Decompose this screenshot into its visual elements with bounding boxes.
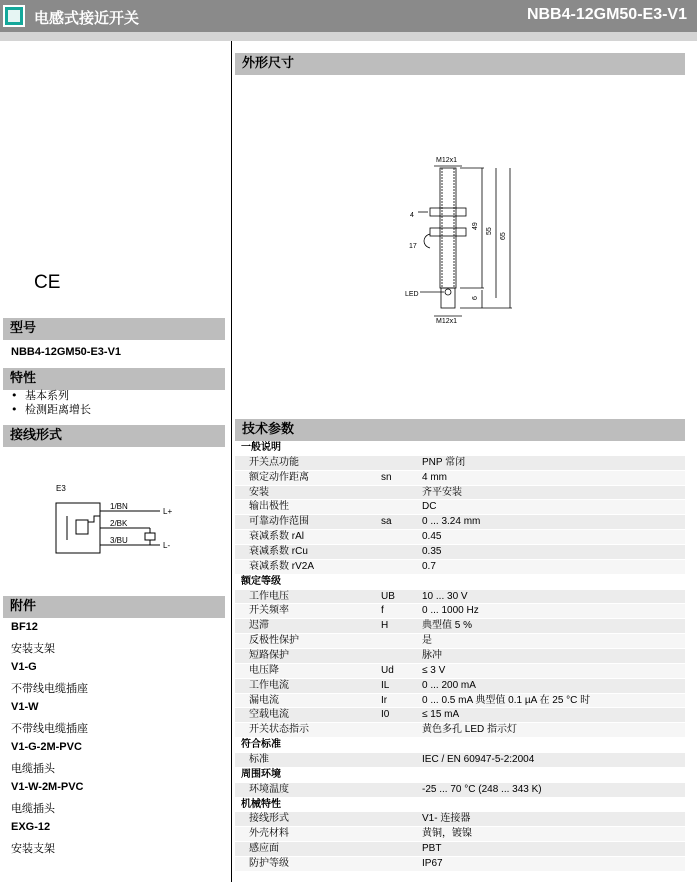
spec-row — [235, 486, 685, 501]
accessories-heading: 附件 — [3, 596, 225, 618]
feature-item: • 检测距离增长 — [11, 403, 91, 417]
spec-value: 脉冲 — [422, 650, 442, 662]
spec-table — [235, 441, 685, 872]
spec-value: 4 mm — [422, 471, 447, 483]
spec-label: 接线形式 — [249, 813, 289, 825]
spec-label: 额定动作距离 — [249, 471, 309, 483]
spec-category: 符合标准 — [235, 738, 685, 753]
spec-row — [235, 634, 685, 649]
wire-bu: 3/BU — [110, 536, 128, 545]
spec-label: 反极性保护 — [249, 635, 299, 647]
spec-row — [235, 679, 685, 694]
spec-label: 外壳材料 — [249, 828, 289, 840]
spec-row — [235, 456, 685, 471]
spec-value: -25 ... 70 °C (248 ... 343 K) — [422, 783, 542, 795]
wiring-diagram — [50, 480, 200, 570]
spec-row — [235, 857, 685, 872]
spec-label: 开关频率 — [249, 605, 289, 617]
spec-row — [235, 708, 685, 723]
dimension-drawing — [400, 150, 530, 330]
dim-65: 65 — [500, 232, 507, 240]
spec-label: 感应面 — [249, 843, 279, 855]
dim-49: 49 — [472, 222, 479, 230]
accessory-code: V1-W — [11, 701, 39, 713]
spec-row — [235, 664, 685, 679]
wiring-heading: 接线形式 — [3, 425, 225, 447]
spec-value: 黄铜，镀镍 — [422, 828, 472, 840]
spec-value: 10 ... 30 V — [422, 590, 468, 602]
spec-symbol: UB — [381, 590, 395, 602]
spec-value: 0 ... 1000 Hz — [422, 605, 479, 617]
spec-symbol: f — [381, 605, 384, 617]
spec-category: 额定等级 — [235, 575, 685, 590]
spec-category: 一般说明 — [235, 441, 685, 456]
terminal-l-plus: L+ — [163, 507, 173, 516]
spec-label: 工作电流 — [249, 679, 289, 691]
spec-label: 衰减系数 rCu — [249, 546, 308, 558]
spec-symbol: Ud — [381, 664, 394, 676]
spec-value: 0 ... 200 mA — [422, 679, 476, 691]
spec-value: PNP 常闭 — [422, 456, 466, 468]
dim-6: 6 — [472, 296, 479, 300]
spec-row — [235, 619, 685, 634]
ce-mark: CE — [34, 272, 61, 293]
spec-label: 可靠动作范围 — [249, 516, 309, 528]
spec-value: ≤ 15 mA — [422, 709, 460, 721]
spec-heading: 技术参数 — [235, 419, 685, 441]
thread-top-label: M12x1 — [436, 157, 458, 164]
spec-value: 0.45 — [422, 531, 442, 543]
accessory-code: V1-G — [11, 661, 37, 673]
spec-category: 周围环境 — [235, 768, 685, 783]
spec-label: 环境温度 — [249, 783, 289, 795]
spec-label: 开关点功能 — [249, 456, 299, 468]
model-heading: 型号 — [3, 318, 225, 340]
terminal-l-minus: L- — [163, 541, 171, 550]
spec-label: 电压降 — [249, 664, 279, 676]
spec-row — [235, 812, 685, 827]
spec-row — [235, 694, 685, 709]
feature-item: • 基本系列 — [11, 389, 91, 403]
accessory-desc: 不带线电缆插座 — [11, 722, 88, 735]
spec-label: 衰减系数 rV2A — [249, 560, 315, 572]
spec-symbol: H — [381, 620, 389, 632]
spec-row — [235, 604, 685, 619]
wire-bn: 1/BN — [110, 502, 128, 511]
spec-row — [235, 560, 685, 575]
accessories-list — [11, 620, 221, 860]
spec-row — [235, 783, 685, 798]
spec-row — [235, 753, 685, 768]
accessory-desc: 安装支架 — [11, 842, 55, 855]
spec-row — [235, 500, 685, 515]
features-heading: 特性 — [3, 368, 225, 390]
spec-row — [235, 590, 685, 605]
accessory-desc: 电缆插头 — [11, 802, 55, 815]
spec-label: 防护等级 — [249, 858, 289, 870]
spec-label: 工作电压 — [249, 590, 289, 602]
spec-row — [235, 515, 685, 530]
spec-value: 典型值 5 % — [422, 620, 473, 632]
spec-label: 漏电流 — [249, 694, 279, 706]
spec-symbol: Ir — [381, 694, 388, 706]
spec-symbol: sa — [381, 516, 392, 528]
spec-value: 齐平安装 — [422, 486, 462, 498]
accessory-code: BF12 — [11, 621, 38, 633]
product-model: NBB4-12GM50-E3-V1 — [526, 6, 687, 23]
spec-value: 0.7 — [422, 560, 436, 572]
wire-bk: 2/BK — [110, 519, 128, 528]
accessory-desc: 不带线电缆插座 — [11, 682, 88, 695]
spec-label: 开关状态指示 — [249, 724, 309, 736]
wiring-label: E3 — [56, 484, 66, 493]
dim-17: 17 — [409, 243, 417, 250]
spec-value: 0 ... 0.5 mA 典型值 0.1 µA 在 25 °C 时 — [422, 694, 591, 706]
model-value: NBB4-12GM50-E3-V1 — [11, 346, 122, 358]
spec-label: 标准 — [249, 754, 269, 766]
spec-value: 0.35 — [422, 546, 442, 558]
spec-label: 空载电流 — [249, 709, 289, 721]
features-list — [11, 389, 91, 417]
spec-category: 机械特性 — [235, 798, 685, 813]
brand-logo — [3, 5, 25, 27]
spec-label: 短路保护 — [249, 650, 289, 662]
led-label: LED — [405, 291, 419, 298]
dimensions-heading: 外形尺寸 — [235, 53, 685, 75]
spec-label: 迟滞 — [249, 620, 269, 632]
spec-row — [235, 530, 685, 545]
spec-label: 安装 — [249, 486, 269, 498]
spec-value: 是 — [422, 635, 432, 647]
spec-row — [235, 545, 685, 560]
spec-value: 黄色多孔 LED 指示灯 — [422, 724, 518, 736]
spec-value: V1- 连接器 — [422, 813, 471, 825]
thread-bottom-label: M12x1 — [436, 318, 458, 325]
accessory-code: V1-G-2M-PVC — [11, 741, 82, 753]
spec-symbol: I0 — [381, 709, 390, 721]
accessory-desc: 安装支架 — [11, 642, 55, 655]
dim-55: 55 — [486, 227, 493, 235]
spec-symbol: sn — [381, 471, 392, 483]
dim-4: 4 — [410, 212, 414, 219]
spec-row — [235, 842, 685, 857]
spec-row — [235, 827, 685, 842]
spec-value: IEC / EN 60947-5-2:2004 — [422, 754, 535, 766]
column-divider — [231, 41, 232, 882]
spec-label: 输出极性 — [249, 501, 289, 513]
spec-value: ≤ 3 V — [422, 664, 446, 676]
header-divider — [0, 32, 697, 41]
spec-row — [235, 723, 685, 738]
accessory-code: V1-W-2M-PVC — [11, 781, 84, 793]
spec-symbol: IL — [381, 679, 390, 691]
spec-value: DC — [422, 501, 437, 513]
spec-value: IP67 — [422, 858, 443, 870]
page-title: 电感式接近开关 — [34, 9, 140, 27]
spec-value: 0 ... 3.24 mm — [422, 516, 481, 528]
accessory-code: EXG-12 — [11, 821, 51, 833]
spec-label: 衰减系数 rAl — [249, 531, 304, 543]
spec-value: PBT — [422, 843, 442, 855]
accessory-desc: 电缆插头 — [11, 762, 55, 775]
spec-row — [235, 471, 685, 486]
spec-row — [235, 649, 685, 664]
title-bar — [0, 0, 697, 32]
